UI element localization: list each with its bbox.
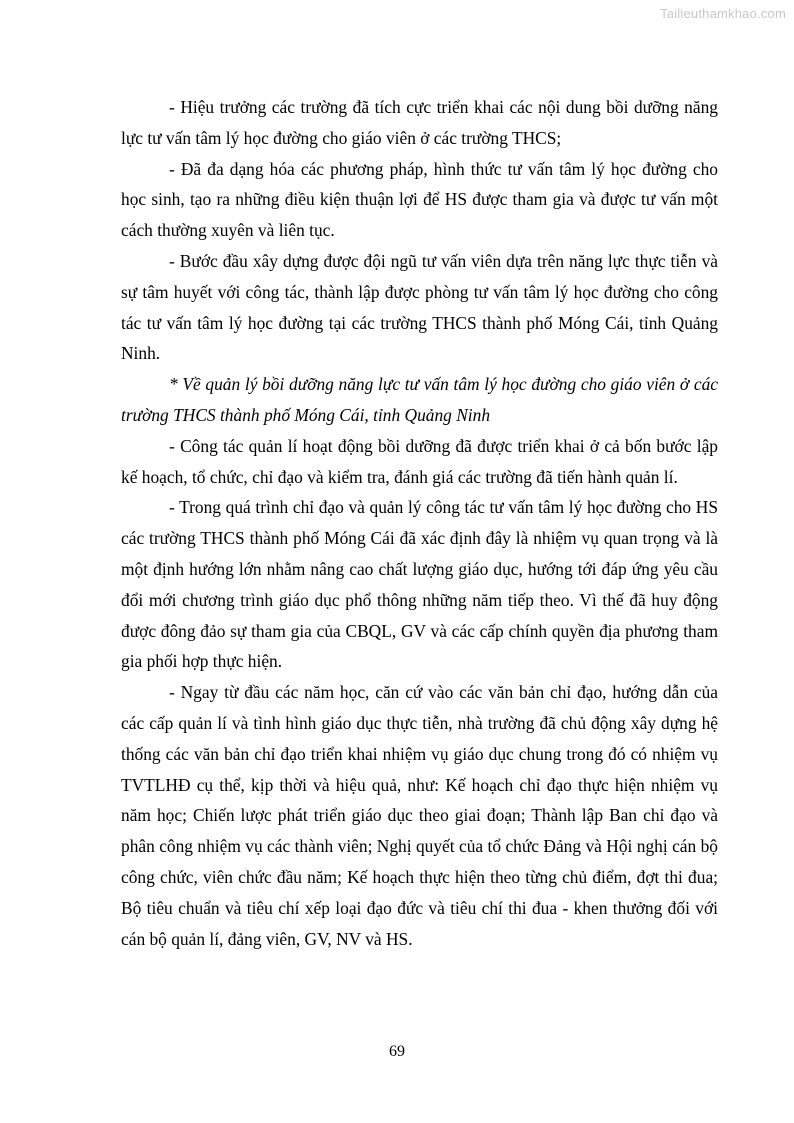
paragraph-school-year-start: - Ngay từ đầu các năm học, căn cứ vào các văn bản chỉ đạo, hướng dẫn của các cấp quản lí và tình hình giáo dục thực tiễn, nhà trường đã chủ động xây dựng hệ thống các văn bản chỉ đạo triển khai nhiệm vụ giáo dục chung trong đó có nhiệm vụ TVTLHĐ cụ thể, kịp thời và hiệu quả, như: Kế hoạch chỉ đạo thực hiện nhiệm vụ năm học; Chiến lược phát triển giáo dục theo giai đoạn; Thành lập Ban chỉ đạo và phân công nhiệm vụ các thành viên; Nghị quyết của tổ chức Đảng và Hội nghị cán bộ công chức, viên chức đầu năm; Kế hoạch thực hiện theo từng chủ điểm, đợt thi đua; Bộ tiêu chuẩn và tiêu chí xếp loại đạo đức và tiêu chí thi đua - khen thưởng đối với cán bộ quản lí, đảng viên, GV, NV và HS.: [121, 682, 718, 949]
paragraph-four-steps: - Công tác quản lí hoạt động bồi dưỡng đã được triển khai ở cả bốn bước lập kế hoạch, tổ chức, chỉ đạo và kiểm tra, đánh giá các trường đã tiến hành quản lí.: [121, 435, 718, 487]
watermark: Tailieuthamkhao.com: [660, 6, 786, 21]
paragraph-principal-implementation: - Hiệu trưởng các trường đã tích cực triển khai các nội dung bồi dưỡng năng lực tư vấn tâm lý học đường cho giáo viên ở các trường THCS;: [121, 97, 718, 148]
paragraph-counselor-team: - Bước đầu xây dựng được đội ngũ tư vấn viên dựa trên năng lực thực tiễn và sự tâm huyết với công tác, thành lập được phòng tư vấn tâm lý học đường cho công tác tư vấn tâm lý học đường tại các trường THCS thành phố Móng Cái, tỉnh Quảng Ninh.: [121, 250, 718, 364]
paragraph-diversified-methods: - Đã đa dạng hóa các phương pháp, hình thức tư vấn tâm lý học đường cho học sinh, tạo ra những điều kiện thuận lợi để HS được tham gia và được tư vấn một cách thường xuyên và liên tục.: [121, 158, 718, 241]
section-heading-management: * Về quản lý bồi dưỡng năng lực tư vấn tâm lý học đường cho giáo viên ở các trường THCS thành phố Móng Cái, tỉnh Quảng Ninh: [121, 374, 718, 425]
paragraph-direction-process: - Trong quá trình chỉ đạo và quản lý công tác tư vấn tâm lý học đường cho HS các trường THCS thành phố Móng Cái đã xác định đây là nhiệm vụ quan trọng và là một định hướng lớn nhằm nâng cao chất lượng giáo dục, hướng tới đáp ứng yêu cầu đổi mới chương trình giáo dục phổ thông những năm tiếp theo. Vì thế đã huy động được đông đảo sự tham gia của CBQL, GV và các cấp chính quyền địa phương tham gia phối hợp thực hiện.: [121, 497, 718, 672]
document-body: [121, 92, 718, 954]
page-number: 69: [389, 1043, 405, 1060]
